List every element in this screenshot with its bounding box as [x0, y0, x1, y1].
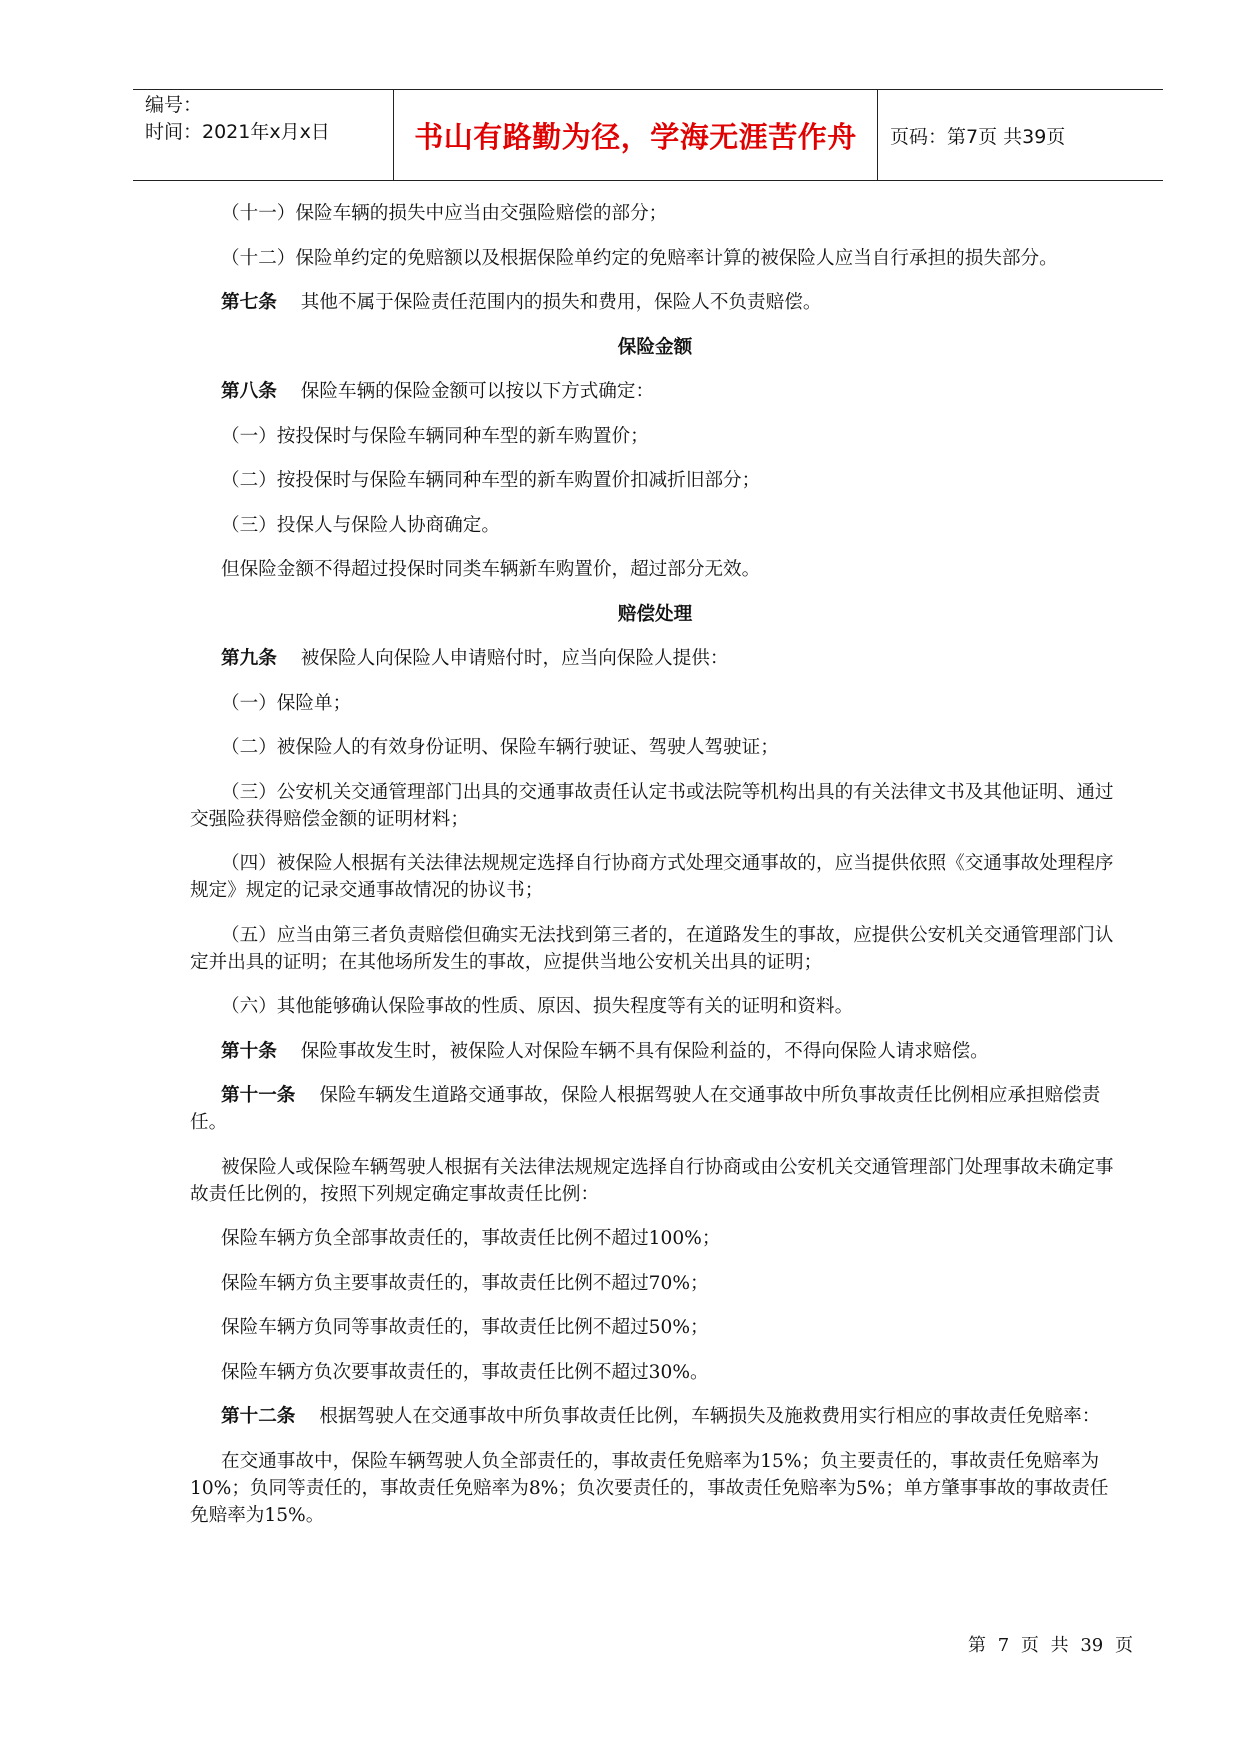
paragraph: 保险车辆方负主要事故责任的，事故责任比例不超过70%； — [221, 1272, 709, 1294]
paragraph: （二）被保险人的有效身份证明、保险车辆行驶证、驾驶人驾驶证； — [221, 737, 779, 758]
paragraph: 但保险金额不得超过投保时同类车辆新车购置价，超过部分无效。 — [221, 559, 761, 580]
paragraph: 保险车辆方负全部事故责任的，事故责任比例不超过100%； — [221, 1228, 721, 1249]
article-text: 保险车辆发生道路交通事故，保险人根据驾驶人在交通事故中所负事故责任比例相应承担赔偿责任。 — [190, 1085, 1101, 1133]
article-11 — [190, 1082, 1120, 1136]
document-time: 时间：2021年x月x日 — [145, 121, 330, 143]
paragraph: （十二）保险单约定的免赔额以及根据保险单约定的免赔率计算的被保险人应当自行承担的损失部分。 — [221, 247, 1058, 269]
article-text: 其他不属于保险责任范围内的损失和费用，保险人不负责赔偿。 — [300, 292, 822, 313]
paragraph: （三）投保人与保险人协商确定。 — [221, 514, 500, 536]
section-title: 保险金额 — [617, 336, 693, 358]
paragraph: 在交通事故中，保险车辆驾驶人负全部责任的，事故责任免赔率为15%；负主要责任的，事故责任免赔率为10%；负同等责任的，事故责任免赔率为8%；负次要责任的，事故责任免赔率为5%；单方肇事事故的事故责任免赔率为15%。 — [190, 1450, 1109, 1526]
article-label: 第十条 — [221, 1040, 277, 1062]
article-label: 第十二条 — [221, 1406, 296, 1427]
article-10 — [190, 1038, 1120, 1065]
article-label: 第十一条 — [221, 1085, 296, 1106]
page-footer-number: 第 7 页 共 39 页 — [968, 1635, 1133, 1656]
paragraph: （一）保险单； — [221, 692, 352, 714]
paragraph: （二）按投保时与保险车辆同种车型的新车购置价扣减折旧部分； — [221, 470, 761, 491]
paragraph: （三）公安机关交通管理部门出具的交通事故责任认定书或法院等机构出具的有关法律文书及其他证明、通过交强险获得赔偿金额的证明材料； — [190, 781, 1114, 830]
article-text: 保险事故发生时，被保险人对保险车辆不具有保险利益的，不得向保险人请求赔偿。 — [300, 1040, 989, 1062]
article-text: 被保险人向保险人申请赔付时，应当向保险人提供： — [300, 648, 729, 669]
article-label: 第九条 — [221, 648, 277, 669]
article-8 — [190, 378, 1120, 405]
paragraph: 保险车辆方负次要事故责任的，事故责任比例不超过30%。 — [221, 1361, 709, 1383]
paragraph: （一）按投保时与保险车辆同种车型的新车购置价； — [221, 425, 649, 447]
paragraph: （十一）保险车辆的损失中应当由交强险赔偿的部分； — [221, 203, 668, 224]
paragraph: （四）被保险人根据有关法律法规规定选择自行协商方式处理交通事故的，应当提供依照《交通事故处理程序规定》规定的记录交通事故情况的协议书； — [190, 853, 1114, 901]
page-header — [133, 89, 1163, 181]
article-text: 根据驾驶人在交通事故中所负事故责任比例，车辆损失及施救费用实行相应的事故责任免赔率： — [319, 1406, 1101, 1427]
header-motto: 书山有路勤为径，学海无涯苦作舟 — [394, 90, 878, 180]
document-body — [190, 200, 1120, 1546]
header-meta — [133, 90, 394, 180]
article-12 — [190, 1403, 1120, 1430]
article-text: 保险车辆的保险金额可以按以下方式确定： — [300, 381, 655, 402]
header-page-info: 页码：第7页 共39页 — [890, 125, 1066, 148]
document-number-label: 编号： — [145, 94, 203, 116]
article-9 — [190, 645, 1120, 672]
paragraph: 保险车辆方负同等事故责任的，事故责任比例不超过50%； — [221, 1317, 709, 1338]
section-title: 赔偿处理 — [617, 603, 693, 625]
paragraph: 被保险人或保险车辆驾驶人根据有关法律法规规定选择自行协商或由公安机关交通管理部门处理事故未确定事故责任比例的，按照下列规定确定事故责任比例： — [190, 1156, 1114, 1205]
paragraph: （五）应当由第三者负责赔偿但确实无法找到第三者的，在道路发生的事故，应提供公安机关交通管理部门认定并出具的证明；在其他场所发生的事故，应提供当地公安机关出具的证明； — [190, 924, 1114, 973]
article-label: 第七条 — [221, 292, 277, 313]
article-7 — [190, 289, 1120, 316]
article-label: 第八条 — [221, 381, 277, 402]
paragraph: （六）其他能够确认保险事故的性质、原因、损失程度等有关的证明和资料。 — [221, 996, 854, 1017]
